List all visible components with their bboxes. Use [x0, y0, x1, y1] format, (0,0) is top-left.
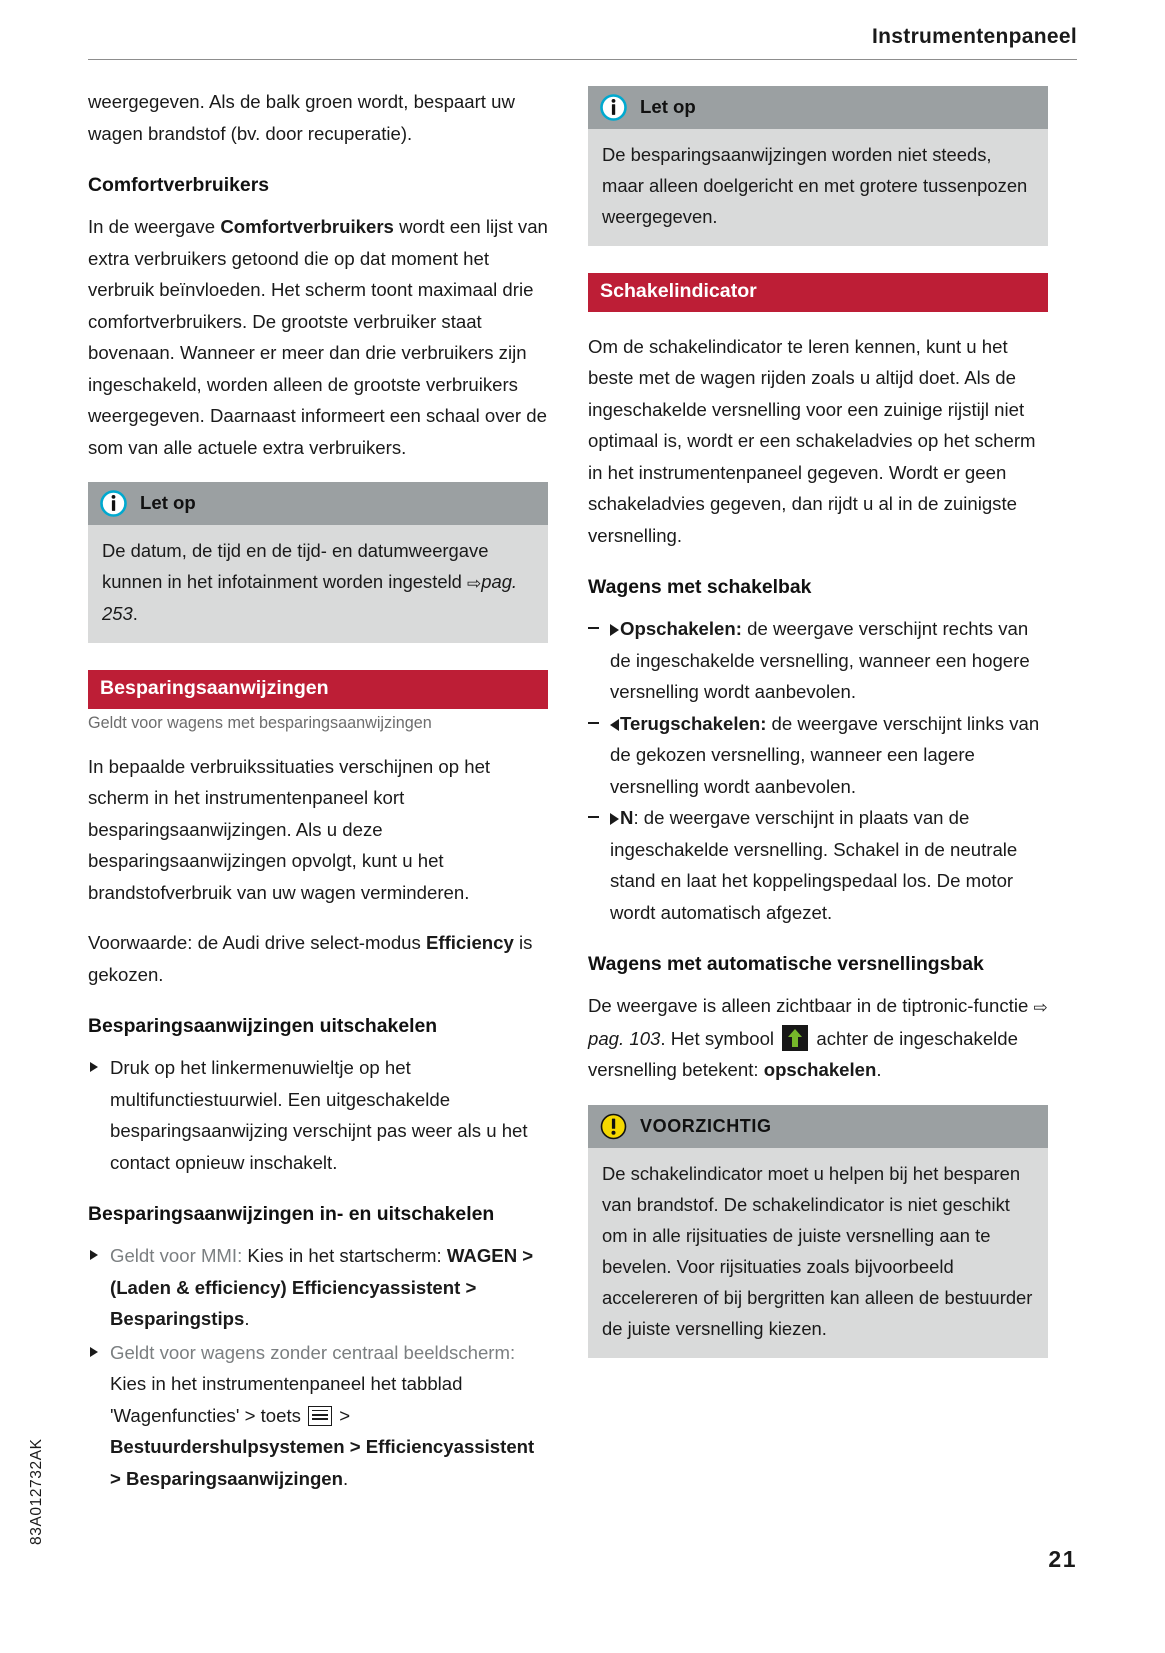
- triangle-bullet-icon: [90, 1062, 98, 1072]
- note-box-body: [588, 129, 1048, 246]
- menu-path-sep: >: [460, 1276, 477, 1298]
- heading-wagens-automatisch: Wagens met automatische versnellingsbak: [588, 953, 984, 976]
- list-item-text: de weergave verschijnt rechts van de ingeschakelde versnelling, wanneer een hogere versnelling wordt aanbevolen.: [610, 618, 1030, 703]
- list-item-text: Druk op het linkermenuwieltje op het multifunctiestuurwiel. Een uitgeschakelde besparingsaanwijzing verschijnt pas weer als u het contact opnieuw inschakelt.: [110, 1057, 528, 1173]
- caution-box-header: [588, 1105, 1048, 1148]
- menu-path-item: Efficiencyassistent: [365, 1436, 535, 1458]
- list-item-label: N: [620, 807, 634, 829]
- list-item: [588, 613, 1048, 708]
- note-box-let-op-1: [88, 482, 548, 643]
- text-frag: .: [244, 1308, 250, 1330]
- text-frag: Kies in het startscherm:: [242, 1245, 447, 1267]
- bold-comfortverbruikers: Comfortverbruikers: [220, 216, 394, 237]
- list-key-icon: [308, 1406, 332, 1426]
- section-heading-besparingsaanwijzingen: Besparingsaanwijzingen: [88, 670, 548, 709]
- text-frag: Voorwaarde: de Audi drive select-modus: [88, 932, 426, 954]
- text-frag: >: [334, 1404, 351, 1426]
- list-item: [588, 802, 1048, 928]
- note-box-header: [588, 86, 1048, 129]
- text-frag: In de weergave: [88, 216, 221, 237]
- text-frag: .: [876, 1059, 882, 1081]
- menu-path-item: Bestuurdershulpsystemen: [110, 1436, 345, 1458]
- header-divider: [88, 59, 1077, 60]
- list-item: [88, 1052, 548, 1178]
- menu-path-item: Besparingstips: [110, 1308, 245, 1330]
- section-schakelindicator: [588, 273, 1048, 312]
- caution-icon: [600, 1113, 627, 1140]
- note-box-title: Let op: [640, 96, 696, 118]
- note-box-text: De besparingsaanwijzingen worden niet steeds, maar alleen doelgericht en met grotere tussenpozen weergegeven.: [602, 144, 1028, 227]
- paragraph-comfortverbruikers: [88, 211, 548, 463]
- continued-paragraph: weergegeven. Als de balk groen wordt, bespaart uw wagen brandstof (bv. door recuperatie).: [88, 91, 515, 144]
- bold-efficiency: Efficiency: [425, 932, 514, 954]
- list-item: [88, 1240, 548, 1335]
- section-heading-schakelindicator: Schakelindicator: [588, 273, 1048, 312]
- condition-label: Geldt voor MMI:: [110, 1245, 243, 1267]
- caution-box-title: VOORZICHTIG: [640, 1116, 772, 1137]
- reference-arrow-icon: ⇨: [467, 574, 482, 593]
- page-number: 21: [1048, 1546, 1077, 1572]
- text-frag: is gekozen.: [88, 932, 533, 985]
- paragraph-voorwaarde: [88, 927, 548, 990]
- menu-path-sep: >: [344, 1436, 366, 1458]
- menu-path-sep: >: [110, 1467, 127, 1489]
- menu-path-sep: >: [517, 1245, 534, 1267]
- menu-path-item: WAGEN: [446, 1245, 518, 1267]
- note-box-title: Let op: [140, 492, 196, 514]
- text-frag: De datum, de tijd en de tijd- en datumweergave kunnen in het infotainment worden ingesteld: [102, 540, 489, 592]
- heading-in-en-uitschakelen: Besparingsaanwijzingen in- en uitschakelen: [88, 1203, 495, 1226]
- list-schakelbak: [588, 613, 1048, 928]
- info-icon: [100, 490, 127, 517]
- page-reference: pag. 253: [102, 571, 518, 624]
- content-columns: [88, 86, 1077, 1496]
- triangle-left-icon: [610, 719, 619, 731]
- text-frag: .: [132, 603, 138, 624]
- note-box-body: [88, 525, 548, 643]
- dash-bullet-icon: [588, 722, 599, 724]
- info-icon: [600, 94, 627, 121]
- paragraph-besparing-intro: In bepaalde verbruikssituaties verschijnen op het scherm in het instrumentenpaneel kort besparingsaanwijzingen. Als u deze besparingsaanwijzingen opvolgt, kunt u het brandstofverbruik van uw wagen verminderen.: [88, 755, 491, 903]
- page-header: [88, 26, 1077, 70]
- text-frag: Kies in het instrumentenpaneel het tabblad 'Wagenfuncties' > toets: [110, 1373, 463, 1426]
- bold-opschakelen: opschakelen: [763, 1059, 877, 1081]
- triangle-right-icon: [610, 813, 619, 825]
- left-column: [88, 86, 548, 1496]
- paragraph-automatisch: [588, 990, 1048, 1086]
- text-frag: . Het symbool: [660, 1027, 780, 1049]
- document-code: 83A012732AK: [28, 1438, 45, 1545]
- paragraph-schakelindicator-intro: Om de schakelindicator te leren kennen, kunt u het beste met de wagen rijden zoals u altijd doet. Als de ingeschakelde versnelling voor een zuinige rijstijl niet optimaal is, wordt er een schakeladvies op het scherm in het instrumentenpaneel gegeven. Wordt er geen schakeladvies gegeven, dan rijdt u al in de zuinigste versnelling.: [588, 335, 1036, 546]
- text-frag: wordt een lijst van extra verbruikers getoond die op dat moment het verbruik beïnvloeden. Het scherm toont maximaal drie comfortverbruikers. De grootste verbruiker staat bovenaan. Wanneer er meer dan drie verbruikers zijn ingeschakeld, worden alleen de grootste verbruikers weergegeven. Daarnaast informeert een schaal over de som van alle actuele extra verbruikers.: [88, 216, 548, 458]
- text-frag: achter de ingeschakelde versnelling betekent:: [588, 1027, 1018, 1081]
- green-up-arrow-icon: [782, 1025, 808, 1051]
- list-item-label: Opschakelen:: [620, 618, 742, 640]
- triangle-bullet-icon: [90, 1250, 98, 1260]
- page-reference: pag. 103: [588, 1027, 661, 1049]
- caution-box-body: [588, 1148, 1048, 1358]
- text-frag: .: [343, 1467, 349, 1489]
- reference-arrow-icon: ⇨: [1033, 998, 1048, 1018]
- triangle-bullet-icon: [90, 1347, 98, 1357]
- condition-label: Geldt voor wagens zonder centraal beeldscherm:: [110, 1341, 516, 1363]
- list-in-en-uitschakelen: [88, 1240, 548, 1494]
- list-item: [88, 1337, 548, 1495]
- heading-uitschakelen: Besparingsaanwijzingen uitschakelen: [88, 1015, 438, 1038]
- caution-box-voorzichtig: [588, 1105, 1048, 1358]
- section-subtitle-besparingsaanwijzingen: Geldt voor wagens met besparingsaanwijzingen: [88, 713, 432, 732]
- note-box-header: [88, 482, 548, 525]
- list-item: [588, 708, 1048, 803]
- section-besparingsaanwijzingen: [88, 670, 548, 735]
- note-box-let-op-2: [588, 86, 1048, 246]
- menu-path-item: Besparingsaanwijzingen: [126, 1467, 344, 1489]
- right-column: [588, 86, 1048, 1496]
- list-item-text: de weergave verschijnt links van de gekozen versnelling, wanneer een lagere versnelling wordt aanbevolen.: [610, 712, 1040, 797]
- caution-box-text: De schakelindicator moet u helpen bij het besparen van brandstof. De schakelindicator is niet geschikt om in alle rijsituaties de juiste versnelling aan te bevelen. Voor rijsituaties zoals bijvoorbeeld accelereren of bij bergritten kan alleen de bestuurder de juiste versnelling kiezen.: [602, 1162, 1033, 1339]
- heading-wagens-met-schakelbak: Wagens met schakelbak: [588, 576, 812, 599]
- dash-bullet-icon: [588, 627, 599, 629]
- list-uitschakelen: [88, 1052, 548, 1178]
- list-item-label: Terugschakelen:: [620, 712, 767, 734]
- list-item-text: : de weergave verschijnt in plaats van de ingeschakelde versnelling. Schakel in de neutrale stand en laat het koppelingspedaal los. De motor wordt automatisch afgezet.: [610, 807, 1018, 923]
- note-box-text: [102, 535, 534, 629]
- heading-comfortverbruikers: Comfortverbruikers: [88, 174, 270, 196]
- page-title: Instrumentenpaneel: [872, 25, 1077, 48]
- dash-bullet-icon: [588, 816, 599, 818]
- menu-path-item: (Laden & efficiency) Efficiencyassistent: [110, 1276, 461, 1298]
- text-frag: De weergave is alleen zichtbaar in de tiptronic-functie: [588, 995, 1034, 1017]
- triangle-right-icon: [610, 624, 619, 636]
